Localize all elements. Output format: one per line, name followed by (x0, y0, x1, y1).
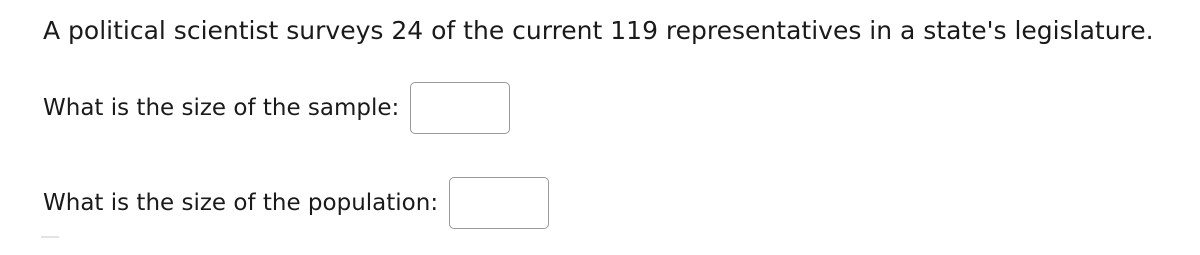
population-size-input[interactable] (449, 177, 549, 229)
sample-size-row (43, 82, 510, 134)
question-text: A political scientist surveys 24 of the current 119 representatives in a state's legislature. (43, 16, 1154, 45)
sample-size-label: What is the size of the sample: (43, 95, 400, 121)
sample-size-input[interactable] (410, 82, 510, 134)
population-size-label: What is the size of the population: (43, 190, 439, 216)
divider-fragment (41, 236, 59, 238)
population-size-row (43, 177, 549, 229)
